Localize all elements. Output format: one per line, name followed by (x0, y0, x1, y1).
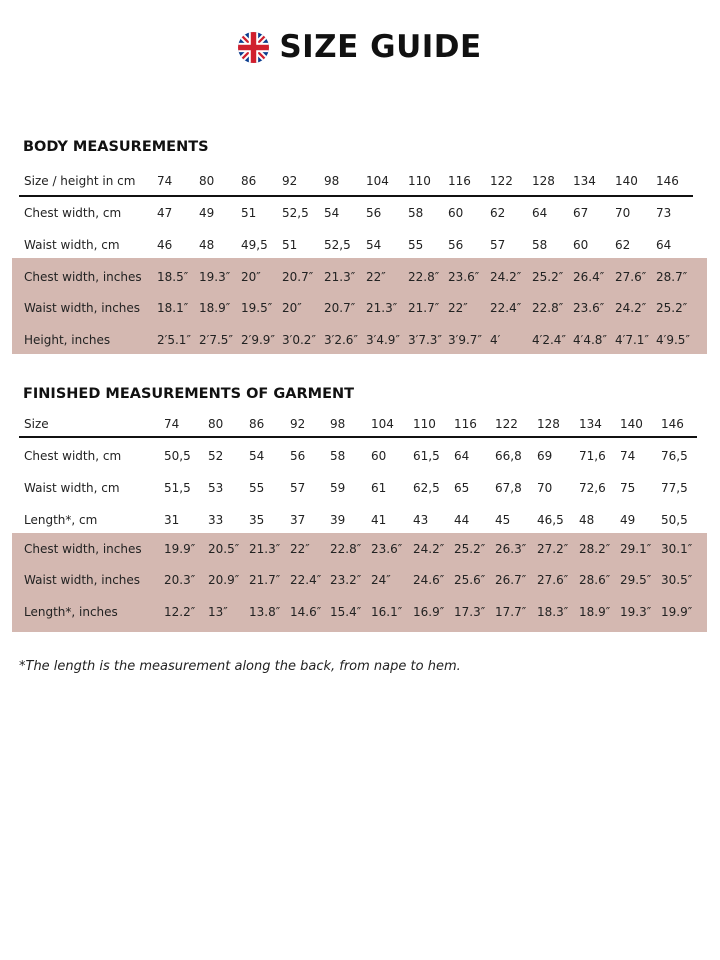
header-row (24, 165, 704, 197)
value-cell: 75 (620, 481, 636, 495)
value-cell: 57 (490, 238, 506, 252)
value-cell: 24.2″ (413, 542, 445, 556)
row-label: Length*, cm (24, 513, 98, 527)
row-label: Chest width, inches (24, 542, 142, 556)
value-cell: 62,5 (413, 481, 440, 495)
value-cell: 20.3″ (164, 573, 196, 587)
value-cell: 31 (164, 513, 180, 527)
value-cell: 61,5 (413, 449, 440, 463)
value-cell: 14.6″ (290, 605, 322, 619)
value-cell: 29.1″ (620, 542, 652, 556)
value-cell: 60 (371, 449, 387, 463)
size-header-cell: 110 (413, 417, 436, 431)
size-header-cell: 80 (199, 174, 215, 188)
value-cell: 33 (208, 513, 224, 527)
value-cell: 21.3″ (324, 270, 356, 284)
value-cell: 55 (408, 238, 424, 252)
size-header-cell: 122 (490, 174, 513, 188)
value-cell: 50,5 (164, 449, 191, 463)
value-cell: 56 (448, 238, 464, 252)
value-cell: 23.6″ (448, 270, 480, 284)
value-cell: 19.3″ (199, 270, 231, 284)
value-cell: 51,5 (164, 481, 191, 495)
value-cell: 22.8″ (330, 542, 362, 556)
value-cell: 3′4.9″ (366, 333, 400, 347)
value-cell: 27.6″ (615, 270, 647, 284)
value-cell: 22″ (448, 301, 468, 315)
value-cell: 76,5 (661, 449, 688, 463)
row-label: Waist width, inches (24, 573, 141, 587)
value-cell: 22.8″ (532, 301, 564, 315)
value-cell: 60 (448, 206, 464, 220)
value-cell: 49 (199, 206, 215, 220)
table-row (24, 197, 704, 229)
value-cell: 52,5 (282, 206, 309, 220)
table-row (24, 564, 704, 596)
value-cell: 22″ (290, 542, 310, 556)
body-measurements-title: BODY MEASUREMENTS (23, 139, 209, 155)
value-cell: 18.1″ (157, 301, 189, 315)
size-header-cell: 74 (157, 174, 173, 188)
value-cell: 70 (537, 481, 553, 495)
value-cell: 20.9″ (208, 573, 240, 587)
size-header-cell: 104 (371, 417, 394, 431)
value-cell: 24.6″ (413, 573, 445, 587)
value-cell: 30.1″ (661, 542, 693, 556)
value-cell: 18.9″ (579, 605, 611, 619)
value-cell: 56 (290, 449, 306, 463)
size-header-cell: 104 (366, 174, 389, 188)
value-cell: 69 (537, 449, 553, 463)
value-cell: 21.7″ (408, 301, 440, 315)
value-cell: 20.7″ (324, 301, 356, 315)
value-cell: 4′7.1″ (615, 333, 649, 347)
value-cell: 73 (656, 206, 672, 220)
table-row (24, 472, 704, 504)
value-cell: 2′5.1″ (157, 333, 191, 347)
size-header-cell: 146 (656, 174, 679, 188)
table-row (24, 440, 704, 472)
value-cell: 46,5 (537, 513, 564, 527)
value-cell: 55 (249, 481, 265, 495)
value-cell: 18.9″ (199, 301, 231, 315)
value-cell: 23.2″ (330, 573, 362, 587)
value-cell: 44 (454, 513, 470, 527)
size-header-cell: 134 (573, 174, 596, 188)
header-label: Size (24, 417, 49, 431)
value-cell: 59 (330, 481, 346, 495)
value-cell: 30.5″ (661, 573, 693, 587)
table-row (24, 261, 704, 293)
size-header-cell: 98 (324, 174, 340, 188)
value-cell: 62 (490, 206, 506, 220)
value-cell: 23.6″ (371, 542, 403, 556)
table-row (24, 229, 704, 261)
value-cell: 67 (573, 206, 589, 220)
value-cell: 50,5 (661, 513, 688, 527)
value-cell: 20.5″ (208, 542, 240, 556)
value-cell: 56 (366, 206, 382, 220)
value-cell: 25.6″ (454, 573, 486, 587)
value-cell: 27.2″ (537, 542, 569, 556)
value-cell: 2′9.9″ (241, 333, 275, 347)
value-cell: 29.5″ (620, 573, 652, 587)
value-cell: 13.8″ (249, 605, 281, 619)
size-header-cell: 86 (249, 417, 265, 431)
value-cell: 64 (454, 449, 470, 463)
value-cell: 74 (620, 449, 636, 463)
size-header-cell: 146 (661, 417, 684, 431)
table-row (24, 504, 704, 536)
value-cell: 35 (249, 513, 265, 527)
value-cell: 72,6 (579, 481, 606, 495)
size-header-cell: 92 (282, 174, 298, 188)
value-cell: 21.3″ (249, 542, 281, 556)
value-cell: 22″ (366, 270, 386, 284)
value-cell: 19.3″ (620, 605, 652, 619)
row-label: Chest width, inches (24, 270, 142, 284)
value-cell: 62 (615, 238, 631, 252)
value-cell: 28.7″ (656, 270, 688, 284)
value-cell: 18.3″ (537, 605, 569, 619)
size-header-cell: 80 (208, 417, 224, 431)
value-cell: 20″ (241, 270, 261, 284)
value-cell: 77,5 (661, 481, 688, 495)
value-cell: 25.2″ (454, 542, 486, 556)
value-cell: 53 (208, 481, 224, 495)
value-cell: 64 (656, 238, 672, 252)
row-label: Waist width, cm (24, 238, 120, 252)
size-header-cell: 128 (537, 417, 560, 431)
value-cell: 52,5 (324, 238, 351, 252)
table-row (24, 596, 704, 628)
value-cell: 70 (615, 206, 631, 220)
size-header-cell: 98 (330, 417, 346, 431)
size-header-cell: 110 (408, 174, 431, 188)
header-label: Size / height in cm (24, 174, 136, 188)
value-cell: 61 (371, 481, 387, 495)
value-cell: 4′ (490, 333, 501, 347)
value-cell: 64 (532, 206, 548, 220)
size-header-cell: 134 (579, 417, 602, 431)
page-title: SIZE GUIDE (279, 29, 482, 65)
value-cell: 48 (579, 513, 595, 527)
value-cell: 16.9″ (413, 605, 445, 619)
value-cell: 71,6 (579, 449, 606, 463)
value-cell: 20″ (282, 301, 302, 315)
value-cell: 19.9″ (164, 542, 196, 556)
value-cell: 25.2″ (532, 270, 564, 284)
garment-measurements-title: FINISHED MEASUREMENTS OF GARMENT (23, 386, 355, 402)
table-row (24, 292, 704, 324)
value-cell: 26.4″ (573, 270, 605, 284)
value-cell: 26.3″ (495, 542, 527, 556)
value-cell: 58 (330, 449, 346, 463)
value-cell: 58 (408, 206, 424, 220)
value-cell: 20.7″ (282, 270, 314, 284)
size-header-cell: 128 (532, 174, 555, 188)
value-cell: 43 (413, 513, 429, 527)
size-header-cell: 116 (448, 174, 471, 188)
value-cell: 67,8 (495, 481, 522, 495)
size-header-cell: 140 (615, 174, 638, 188)
uk-flag-icon (238, 32, 269, 63)
value-cell: 41 (371, 513, 387, 527)
header-row (24, 408, 704, 440)
value-cell: 54 (249, 449, 265, 463)
size-header-cell: 86 (241, 174, 257, 188)
value-cell: 22.8″ (408, 270, 440, 284)
value-cell: 45 (495, 513, 511, 527)
value-cell: 28.6″ (579, 573, 611, 587)
value-cell: 3′2.6″ (324, 333, 358, 347)
value-cell: 17.3″ (454, 605, 486, 619)
value-cell: 15.4″ (330, 605, 362, 619)
size-header-cell: 92 (290, 417, 306, 431)
value-cell: 51 (282, 238, 298, 252)
row-label: Chest width, cm (24, 449, 122, 463)
value-cell: 24″ (371, 573, 391, 587)
value-cell: 37 (290, 513, 306, 527)
row-label: Chest width, cm (24, 206, 122, 220)
value-cell: 54 (324, 206, 340, 220)
value-cell: 3′9.7″ (448, 333, 482, 347)
value-cell: 65 (454, 481, 470, 495)
value-cell: 46 (157, 238, 173, 252)
value-cell: 16.1″ (371, 605, 403, 619)
value-cell: 52 (208, 449, 224, 463)
value-cell: 54 (366, 238, 382, 252)
size-header-cell: 74 (164, 417, 180, 431)
row-label: Waist width, cm (24, 481, 120, 495)
value-cell: 19.9″ (661, 605, 693, 619)
value-cell: 60 (573, 238, 589, 252)
value-cell: 21.7″ (249, 573, 281, 587)
value-cell: 28.2″ (579, 542, 611, 556)
value-cell: 66,8 (495, 449, 522, 463)
value-cell: 12.2″ (164, 605, 196, 619)
value-cell: 49,5 (241, 238, 268, 252)
value-cell: 57 (290, 481, 306, 495)
value-cell: 13″ (208, 605, 228, 619)
value-cell: 47 (157, 206, 173, 220)
size-header-cell: 140 (620, 417, 643, 431)
value-cell: 26.7″ (495, 573, 527, 587)
value-cell: 24.2″ (490, 270, 522, 284)
value-cell: 3′7.3″ (408, 333, 442, 347)
size-header-cell: 116 (454, 417, 477, 431)
table-row (24, 533, 704, 565)
size-header-cell: 122 (495, 417, 518, 431)
value-cell: 17.7″ (495, 605, 527, 619)
value-cell: 18.5″ (157, 270, 189, 284)
value-cell: 2′7.5″ (199, 333, 233, 347)
value-cell: 27.6″ (537, 573, 569, 587)
value-cell: 51 (241, 206, 257, 220)
row-label: Waist width, inches (24, 301, 141, 315)
value-cell: 3′0.2″ (282, 333, 316, 347)
value-cell: 48 (199, 238, 215, 252)
page-header (0, 27, 720, 67)
value-cell: 22.4″ (290, 573, 322, 587)
table-row (24, 324, 704, 356)
value-cell: 58 (532, 238, 548, 252)
value-cell: 24.2″ (615, 301, 647, 315)
value-cell: 19.5″ (241, 301, 273, 315)
value-cell: 22.4″ (490, 301, 522, 315)
value-cell: 4′4.8″ (573, 333, 607, 347)
row-label: Length*, inches (24, 605, 118, 619)
value-cell: 23.6″ (573, 301, 605, 315)
value-cell: 39 (330, 513, 346, 527)
footnote: *The length is the measurement along the back, from nape to hem. (19, 659, 461, 674)
value-cell: 49 (620, 513, 636, 527)
value-cell: 21.3″ (366, 301, 398, 315)
value-cell: 4′9.5″ (656, 333, 690, 347)
value-cell: 25.2″ (656, 301, 688, 315)
row-label: Height, inches (24, 333, 111, 347)
value-cell: 4′2.4″ (532, 333, 566, 347)
